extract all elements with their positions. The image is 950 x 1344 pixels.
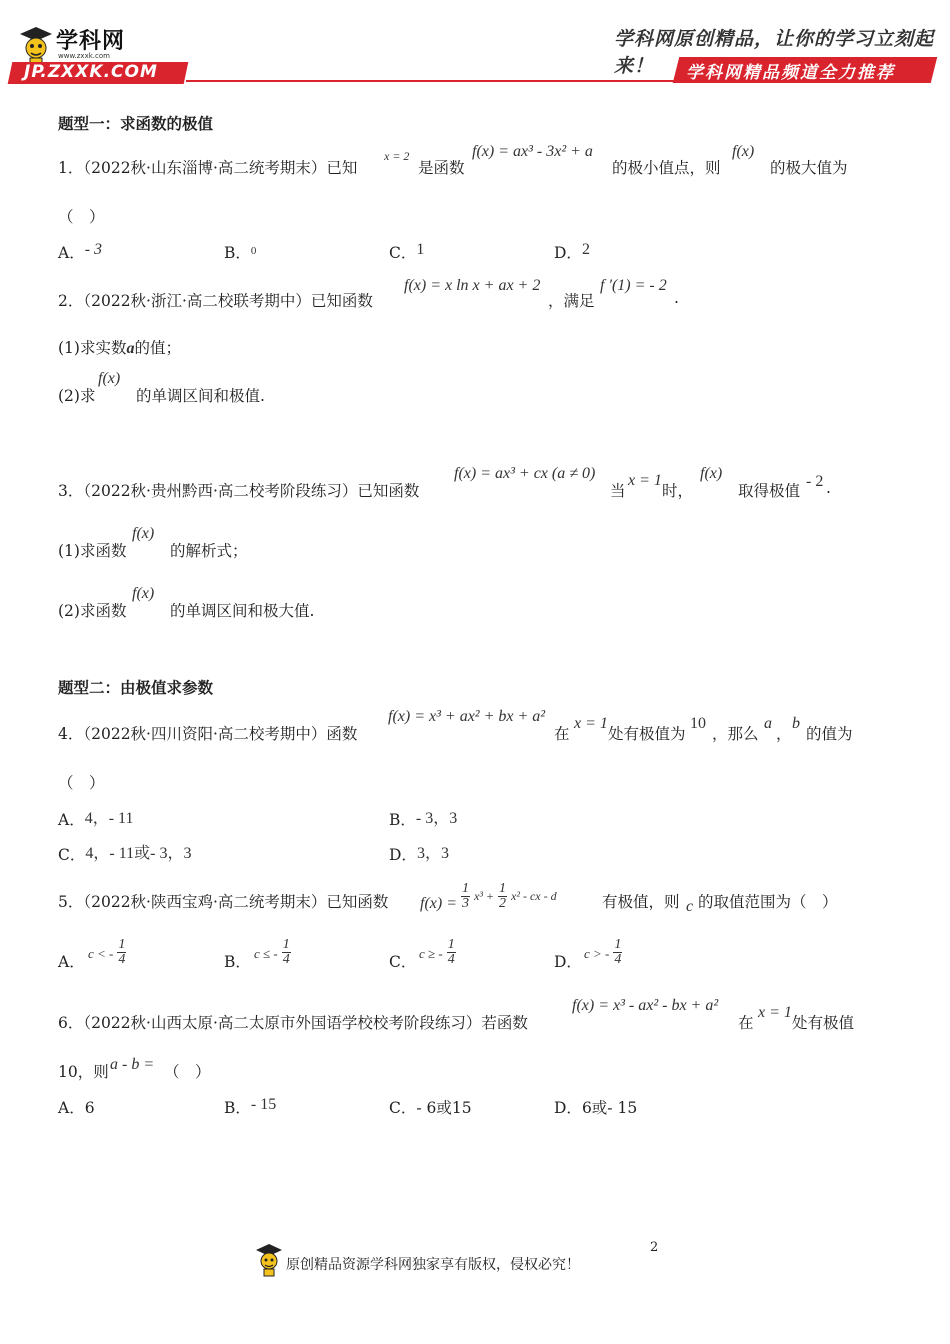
option-value: 2	[581, 241, 590, 258]
option-label: D．	[554, 1099, 582, 1117]
q4-suffix: 的值为	[806, 725, 853, 743]
q6-option-d[interactable]	[554, 1096, 637, 1118]
q1-paren: （ ）	[58, 208, 105, 226]
q4-cond: x = 1	[574, 715, 608, 732]
option-label: C．	[58, 846, 86, 864]
logo-url: www.zxxk.com	[58, 52, 110, 60]
q6-prefix: 6．（2022秋·山西太原·高二太原市外国语学校校考阶段练习）若函数	[58, 1014, 528, 1032]
q6-line2-expr: a - b =	[110, 1056, 155, 1073]
q5-suffix: 的取值范围为（ ）	[698, 893, 838, 911]
q1-fx: f(x)	[732, 143, 755, 160]
q1-prefix: 1．（2022秋·山东淄博·高二统考期末）已知	[58, 159, 358, 177]
q3-part2-fx: f(x)	[132, 585, 155, 602]
q4-option-a[interactable]	[58, 807, 133, 830]
q6-line2: 10，则	[58, 1063, 109, 1081]
q2-part2-suffix: 的单调区间和极值.	[136, 387, 265, 405]
option-value: 3，3	[416, 845, 449, 862]
option-label: C．	[389, 244, 417, 262]
page-number: 2	[650, 1240, 659, 1255]
q4-prefix: 4．（2022秋·四川资阳·高二校考期中）函数	[58, 725, 358, 743]
q4-comma: ，	[776, 725, 792, 743]
q5-option-a[interactable]	[58, 950, 85, 972]
q6-func: f(x) = x³ - ax² - bx + a²	[572, 997, 719, 1014]
q6-option-c[interactable]	[389, 1096, 472, 1118]
option-value: 0	[250, 245, 257, 257]
q3-prefix: 3．（2022秋·贵州黔西·高二校考阶段练习）已知函数	[58, 482, 420, 500]
option-value: - 15	[250, 1096, 277, 1113]
header-divider	[186, 80, 678, 82]
q4-var-a: a	[764, 715, 772, 732]
q2-part1: (1)求实数a的值；	[58, 339, 181, 357]
option-value: 1	[416, 241, 425, 258]
q4-option-b[interactable]	[389, 807, 457, 830]
q1-mid: 是函数	[418, 159, 465, 177]
q5-mid: 有极值，则	[602, 893, 680, 911]
section-title-1: 题型一：求函数的极值	[58, 114, 214, 133]
q5-func: f(x) = $\frac{1}{3}$ $_{x^3 +}$ $\frac{1}{2}$ $_{x^2 - cx - d}$	[420, 881, 557, 913]
q5-prefix: 5．（2022秋·陕西宝鸡·高二统考期末）已知函数	[58, 893, 389, 911]
option-value: 6	[84, 1099, 95, 1117]
q5-option-a-expr: c < - $\frac{1}{4}$	[88, 937, 126, 967]
option-label: B．	[389, 811, 416, 829]
q6-suffix: 处有极值	[792, 1014, 855, 1032]
q1-cond: x = 2	[384, 149, 410, 163]
option-label: D．	[554, 953, 582, 971]
q4-mid2: 处有极值为	[608, 725, 686, 743]
logo-text: 学科网	[56, 29, 126, 54]
q5-var: c	[686, 898, 694, 915]
q1-option-d[interactable]	[554, 241, 590, 263]
option-value: 4，- 11或- 3，3	[85, 845, 192, 862]
q6-mid: 在	[738, 1014, 754, 1032]
tagline: 学科网精品频道全力推荐	[686, 63, 895, 83]
q5-option-b[interactable]	[224, 950, 251, 972]
section-title-2: 题型二：由极值求参数	[58, 678, 214, 697]
q1-option-c[interactable]	[389, 241, 424, 263]
q4-option-c[interactable]	[58, 842, 191, 865]
q2-prefix: 2．（2022秋·浙江·高二校联考期中）已知函数	[58, 292, 373, 310]
q3-part1: (1)求函数	[58, 542, 127, 560]
option-label: B．	[224, 953, 251, 971]
copyright: 原创精品资源学科网独家享有版权，侵权必究！	[286, 1257, 580, 1273]
q2-end: .	[674, 289, 679, 307]
q2-cond: f ′(1) = - 2	[600, 277, 667, 294]
option-label: B．	[224, 244, 251, 262]
logo-banner[interactable]: JP.ZXXK.COM	[24, 62, 158, 82]
q4-mid: 在	[554, 725, 570, 743]
option-label: D．	[389, 846, 417, 864]
q4-paren: （ ）	[58, 774, 105, 792]
option-value: 6或- 15	[581, 1099, 638, 1117]
q3-part2: (2)求函数	[58, 602, 127, 620]
option-label: A．	[58, 811, 85, 829]
q3-end: .	[826, 479, 831, 497]
q3-mid3: 取得极值	[738, 482, 801, 500]
q2-part2: (2)求	[58, 387, 96, 405]
option-value: 4，- 11	[84, 810, 134, 827]
q6-option-a[interactable]	[58, 1096, 95, 1118]
option-label: D．	[554, 244, 582, 262]
q4-var-b: b	[792, 715, 800, 732]
option-label: A．	[58, 1099, 85, 1117]
q2-part2-fx: f(x)	[98, 370, 121, 387]
q4-func: f(x) = x³ + ax² + bx + a²	[388, 708, 546, 725]
q5-option-c-expr: c ≥ - $\frac{1}{4}$	[419, 937, 455, 967]
q3-part1-suffix: 的解析式；	[170, 542, 248, 560]
q3-part1-fx: f(x)	[132, 525, 155, 542]
q2-mid: ，满足	[548, 292, 595, 310]
q3-mid2: 时，	[662, 482, 694, 500]
q3-val: - 2	[806, 473, 824, 490]
q1-func: f(x) = ax³ - 3x² + a	[472, 143, 593, 160]
q3-mid: 当	[610, 482, 626, 500]
q3-fx: f(x)	[700, 465, 723, 482]
q6-paren: （ ）	[164, 1063, 211, 1081]
q1-suffix: 的极大值为	[770, 159, 848, 177]
q4-option-d[interactable]	[389, 842, 449, 865]
q3-part2-suffix: 的单调区间和极大值.	[170, 602, 315, 620]
option-value: - 3，3	[415, 810, 458, 827]
option-label: C．	[389, 1099, 417, 1117]
option-label: A．	[58, 953, 85, 971]
q6-cond: x = 1	[758, 1004, 792, 1021]
q2-func: f(x) = x ln x + ax + 2	[404, 277, 541, 294]
q3-cond: x = 1	[628, 472, 662, 489]
q4-val: 10	[690, 715, 706, 732]
option-label: A．	[58, 244, 85, 262]
option-value: - 6或15	[416, 1099, 472, 1117]
option-label: B．	[224, 1099, 251, 1117]
q5-option-d[interactable]	[554, 950, 582, 972]
q6-option-b[interactable]	[224, 1096, 276, 1118]
q1-option-b[interactable]	[224, 241, 256, 263]
mascot-icon	[254, 1242, 284, 1278]
option-value: - 3	[84, 241, 103, 258]
q5-option-d-expr: c > - $\frac{1}{4}$	[584, 937, 622, 967]
option-label: C．	[389, 953, 417, 971]
q5-option-b-expr: c ≤ - $\frac{1}{4}$	[254, 937, 290, 967]
slogan: 学科网原创精品，让你的学习立刻起来！	[614, 28, 935, 77]
q1-mid2: 的极小值点，则	[612, 159, 721, 177]
q4-mid3: ，那么	[712, 725, 759, 743]
q1-option-a[interactable]	[58, 241, 102, 263]
q3-func: f(x) = ax³ + cx (a ≠ 0)	[454, 465, 596, 482]
q5-option-c[interactable]	[389, 950, 416, 972]
